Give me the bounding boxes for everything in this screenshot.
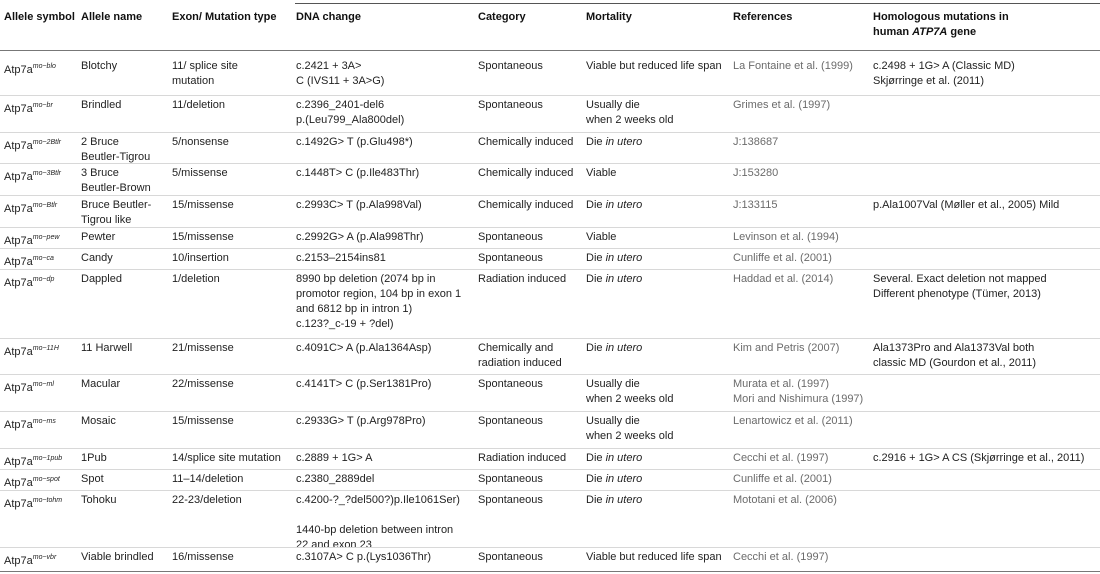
dna-change: c.2153–2154ins81 — [296, 252, 386, 264]
allele-symbol — [4, 341, 78, 360]
references: Lenartowicz et al. (2011) — [733, 415, 853, 427]
allele-symbol — [4, 230, 78, 249]
category: Spontaneous — [478, 378, 543, 390]
allele-symbol — [4, 251, 78, 270]
dna-change: c.2993C> T (p.Ala998Val) — [296, 199, 422, 211]
allele-name: Candy — [81, 252, 113, 264]
allele-symbol — [4, 59, 78, 78]
table-row — [0, 195, 1100, 228]
exon-mutation-type: 15/missense — [172, 199, 234, 211]
category: Spontaneous — [478, 415, 543, 427]
mortality: Die in utero — [586, 199, 643, 211]
dna-change: c.3107A> C p.(Lys1036Thr) — [296, 551, 432, 563]
dna-change: c.4091C> A (p.Ala1364Asp) — [296, 342, 432, 354]
mortality: Die in utero — [586, 273, 643, 285]
references: Mototani et al. (2006) — [733, 494, 837, 506]
allele-symbol-base: Atp7a — [4, 64, 33, 76]
allele-name: Macular — [81, 378, 121, 390]
table-row — [0, 448, 1100, 470]
dna-change: c.2889 + 1G> A — [296, 452, 373, 464]
allele-symbol — [4, 98, 78, 117]
exon-mutation-type: 11/deletion — [172, 99, 226, 111]
references: Murata et al. (1997) Mori and Nishimura (1997) — [733, 378, 864, 405]
references: La Fontaine et al. (1999) — [733, 60, 853, 72]
table-row — [0, 338, 1100, 375]
header-references: References — [733, 11, 793, 23]
allele-symbol-base: Atp7a — [4, 555, 33, 567]
allele-name: Mosaic — [81, 415, 116, 427]
category: Chemically induced — [478, 167, 574, 179]
category: Spontaneous — [478, 252, 543, 264]
header-category: Category — [478, 11, 526, 23]
allele-name: Viable brindled — [81, 551, 154, 563]
category: Spontaneous — [478, 99, 543, 111]
allele-name: Blotchy — [81, 60, 118, 72]
table-bottom-rule — [0, 571, 1100, 572]
category: Chemically induced — [478, 136, 574, 148]
exon-mutation-type: 5/missense — [172, 167, 228, 179]
allele-symbol — [4, 472, 78, 491]
homologous-mutation: Ala1373Pro and Ala1373Val both classic MD (Gourdon et al., 2011) — [873, 342, 1037, 369]
exon-mutation-type: 16/missense — [172, 551, 234, 563]
mortality: Viable but reduced life span — [586, 60, 722, 72]
mortality: Viable but reduced life span — [586, 551, 722, 563]
mortality: Die in utero — [586, 452, 643, 464]
header-allele-symbol: Allele symbol — [4, 11, 75, 23]
allele-symbol-superscript: mo−ca — [32, 255, 54, 262]
references: J:138687 — [733, 136, 779, 148]
exon-mutation-type: 15/missense — [172, 231, 234, 243]
exon-mutation-type: 1/deletion — [172, 273, 220, 285]
homologous-mutation: c.2916 + 1G> A CS (Skjørringe et al., 2011) — [873, 452, 1085, 464]
allele-symbol-superscript: mo−Btlr — [32, 202, 58, 209]
category: Radiation induced — [478, 452, 567, 464]
homologous-mutation: p.Ala1007Val (Møller et al., 2005) Mild — [873, 199, 1060, 211]
references: J:133115 — [733, 199, 778, 211]
references: Cecchi et al. (1997) — [733, 452, 829, 464]
mortality: Die in utero — [586, 136, 643, 148]
references: Haddad et al. (2014) — [733, 273, 834, 285]
allele-symbol-base: Atp7a — [4, 140, 33, 152]
allele-symbol — [4, 166, 78, 185]
mortality: Usually die when 2 weeks old — [586, 415, 674, 442]
allele-symbol-base: Atp7a — [4, 256, 33, 268]
allele-name: 2 Bruce Beutler-Tigrou — [81, 136, 151, 163]
category: Spontaneous — [478, 494, 543, 506]
references: Cecchi et al. (1997) — [733, 551, 829, 563]
homologous-mutation: Several. Exact deletion not mapped Different phenotype (Tümer, 2013) — [873, 273, 1047, 300]
allele-symbol-base: Atp7a — [4, 456, 33, 468]
header-allele-name: Allele name — [81, 11, 143, 23]
allele-symbol — [4, 198, 78, 217]
table-row — [0, 490, 1100, 551]
dna-change: c.4200-?_?del500?)p.Ile1061Ser) 1440-bp deletion between intron 22 and exon 23 — [296, 494, 460, 551]
category: Chemically and radiation induced — [478, 342, 562, 369]
allele-symbol — [4, 493, 78, 512]
table-row — [0, 163, 1100, 196]
allele-symbol-superscript: mo−1pub — [32, 455, 63, 462]
dna-change: c.1492G> T (p.Glu498*) — [296, 136, 413, 148]
allele-symbol-base: Atp7a — [4, 346, 33, 358]
allele-name: Spot — [81, 473, 104, 485]
table-top-rule — [295, 3, 1100, 4]
table-row — [0, 95, 1100, 133]
allele-symbol-base: Atp7a — [4, 277, 33, 289]
dna-change: c.4141T> C (p.Ser1381Pro) — [296, 378, 432, 390]
mortality: Usually die when 2 weeks old — [586, 99, 674, 126]
exon-mutation-type: 5/nonsense — [172, 136, 229, 148]
dna-change: c.1448T> C (p.Ile483Thr) — [296, 167, 420, 179]
allele-symbol-superscript: mo−ml — [32, 381, 54, 388]
table-row — [0, 547, 1100, 572]
category: Chemically induced — [478, 199, 574, 211]
allele-name: Pewter — [81, 231, 116, 243]
allele-symbol-base: Atp7a — [4, 103, 33, 115]
category: Spontaneous — [478, 60, 543, 72]
table-row — [0, 411, 1100, 449]
mortality: Viable — [586, 231, 617, 243]
header-dna-change: DNA change — [296, 11, 361, 23]
allele-symbol-base: Atp7a — [4, 235, 33, 247]
category: Spontaneous — [478, 231, 543, 243]
category: Spontaneous — [478, 473, 543, 485]
table-row — [0, 57, 1100, 95]
allele-symbol-superscript: mo−11H — [32, 345, 59, 352]
dna-change: c.2933G> T (p.Arg978Pro) — [296, 415, 426, 427]
allele-symbol-superscript: mo−vbr — [32, 554, 57, 561]
allele-symbol-superscript: mo−blo — [32, 63, 56, 70]
allele-symbol — [4, 377, 78, 396]
exon-mutation-type: 11/ splice site mutation — [172, 60, 238, 87]
category: Radiation induced — [478, 273, 567, 285]
allele-name: Brindled — [81, 99, 122, 111]
allele-symbol-base: Atp7a — [4, 382, 33, 394]
allele-symbol-superscript: mo−pew — [32, 234, 60, 241]
dna-change: c.2992G> A (p.Ala998Thr) — [296, 231, 424, 243]
allele-symbol-superscript: mo−br — [32, 102, 53, 109]
allele-name: 1Pub — [81, 452, 107, 464]
mortality: Die in utero — [586, 342, 643, 354]
allele-symbol-superscript: mo−spot — [32, 476, 60, 483]
table-row — [0, 248, 1100, 270]
references: Cunliffe et al. (2001) — [733, 252, 832, 264]
references: Cunliffe et al. (2001) — [733, 473, 832, 485]
allele-symbol — [4, 272, 78, 291]
dna-change: c.2396_2401-del6 p.(Leu799_Ala800del) — [296, 99, 405, 126]
table-row — [0, 132, 1100, 164]
header-mortality: Mortality — [586, 11, 632, 23]
exon-mutation-type: 22-23/deletion — [172, 494, 242, 506]
allele-name: Bruce Beutler- Tigrou like — [81, 199, 152, 226]
table-row — [0, 227, 1100, 249]
mortality: Usually die when 2 weeks old — [586, 378, 674, 405]
allele-symbol-base: Atp7a — [4, 477, 33, 489]
exon-mutation-type: 15/missense — [172, 415, 234, 427]
mortality: Viable — [586, 167, 617, 179]
header-homologous-mutations: Homologous mutations in human ATP7A gene — [873, 11, 1009, 38]
allele-symbol — [4, 451, 78, 470]
allele-symbol-superscript: mo−tohm — [32, 497, 63, 504]
references: Kim and Petris (2007) — [733, 342, 840, 354]
table-row — [0, 269, 1100, 339]
allele-symbol-superscript: mo−ms — [32, 418, 56, 425]
exon-mutation-type: 10/insertion — [172, 252, 229, 264]
exon-mutation-type: 14/splice site mutation — [172, 452, 281, 464]
dna-change: c.2421 + 3A> C (IVS11 + 3A>G) — [296, 60, 385, 87]
header-exon-mutation-type: Exon/ Mutation type — [172, 11, 277, 23]
mortality: Die in utero — [586, 252, 643, 264]
mortality: Die in utero — [586, 473, 643, 485]
exon-mutation-type: 21/missense — [172, 342, 234, 354]
references: Grimes et al. (1997) — [733, 99, 831, 111]
allele-name: Tohoku — [81, 494, 117, 506]
allele-symbol-base: Atp7a — [4, 498, 33, 510]
allele-symbol-base: Atp7a — [4, 171, 33, 183]
references: Levinson et al. (1994) — [733, 231, 839, 243]
allele-symbol — [4, 135, 78, 154]
allele-symbol-superscript: mo−3Btlr — [32, 170, 61, 177]
dna-change: 8990 bp deletion (2074 bp in promotor region, 104 bp in exon 1 and 6812 bp in intron 1) c.123?_c-19 + ?del) — [296, 273, 462, 330]
allele-symbol-base: Atp7a — [4, 419, 33, 431]
allele-symbol-superscript: mo−2Btlr — [32, 139, 61, 146]
references: J:153280 — [733, 167, 779, 179]
allele-symbol — [4, 414, 78, 433]
table-row — [0, 374, 1100, 412]
allele-name: 3 Bruce Beutler-Brown — [81, 167, 151, 194]
allele-name: Dappled — [81, 273, 122, 285]
mortality: Die in utero — [586, 494, 643, 506]
category: Spontaneous — [478, 551, 543, 563]
table-row — [0, 469, 1100, 491]
exon-mutation-type: 11–14/deletion — [172, 473, 244, 485]
allele-name: 11 Harwell — [81, 342, 133, 354]
homologous-mutation: c.2498 + 1G> A (Classic MD) Skjørringe et al. (2011) — [873, 60, 1015, 87]
header-rule — [0, 50, 1100, 51]
dna-change: c.2380_2889del — [296, 473, 375, 485]
allele-symbol-superscript: mo−dp — [32, 276, 55, 283]
exon-mutation-type: 22/missense — [172, 378, 234, 390]
allele-symbol-base: Atp7a — [4, 203, 33, 215]
allele-symbol — [4, 550, 78, 569]
